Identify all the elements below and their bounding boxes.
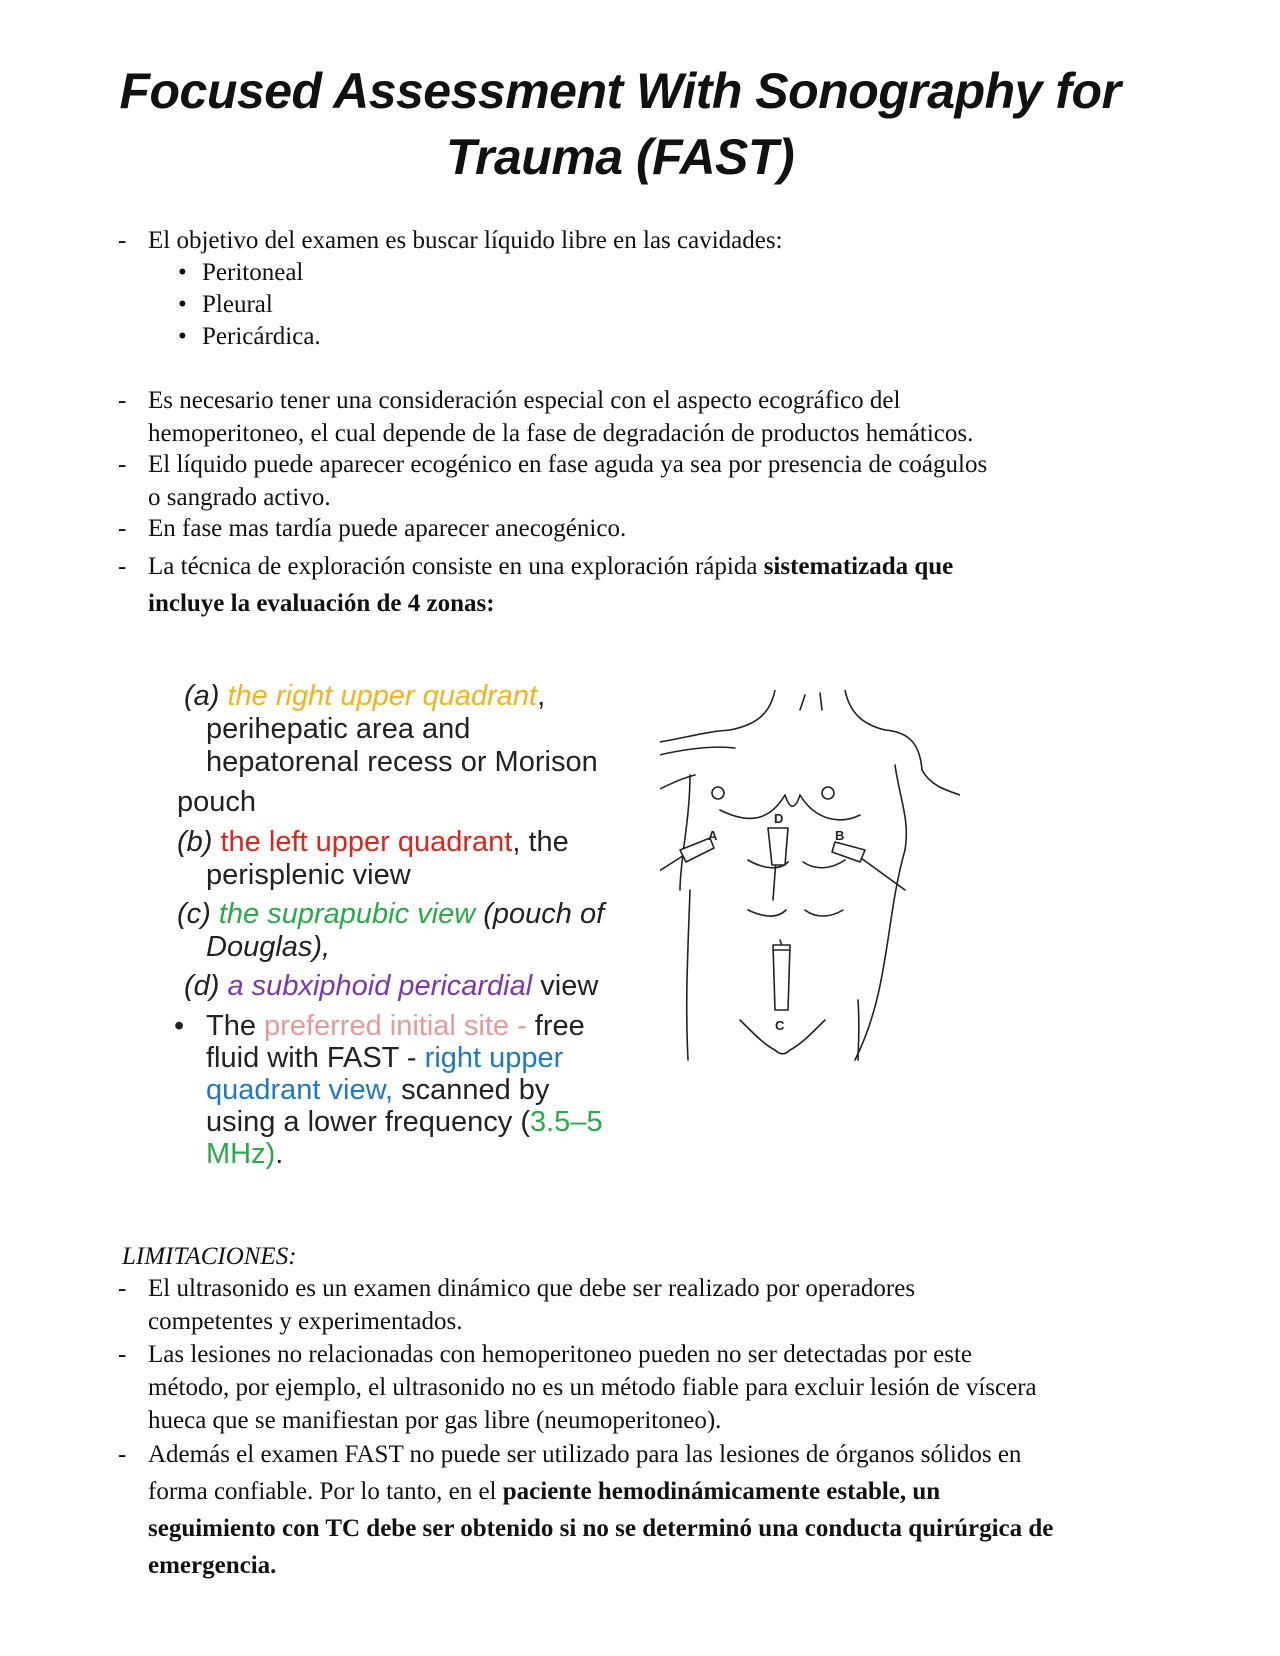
shoulder-left-inner — [660, 747, 735, 760]
point-line: En fase mas tardía puede aparecer anecogénico. — [148, 515, 627, 542]
ab-line — [748, 910, 786, 916]
zone-b: (b) the left upper quadrant, the — [177, 826, 569, 858]
limitation-line: Las lesiones no relacionadas con hemoperitoneo pueden no ser detectadas por este — [148, 1341, 972, 1368]
title-line-2: Trauma (FAST) — [445, 129, 795, 185]
diagram-label-c: C — [775, 1018, 785, 1033]
zone-a: (a) the right upper quadrant, — [184, 680, 546, 712]
groin-right — [790, 1020, 825, 1050]
side-left-lower — [687, 890, 690, 1060]
zone-c: (c) the suprapubic view (pouch of — [177, 898, 605, 930]
point-line: o sangrado activo. — [148, 484, 331, 511]
limitation-line: Además el examen FAST no puede ser utilizado para las lesiones de órganos sólidos en — [148, 1441, 1022, 1468]
shoulder-left — [660, 730, 730, 745]
bullet-dash: - — [118, 1341, 127, 1368]
probe-body — [773, 945, 790, 1010]
limitation-bold: paciente hemodinámicamente estable — [502, 1478, 900, 1505]
bullet-dash: - — [118, 451, 127, 478]
bullet-dash: - — [118, 227, 127, 254]
preferred-site-line: The preferred initial site - free — [206, 1010, 585, 1042]
neck-line-right — [845, 690, 885, 730]
torso-probe-diagram — [660, 690, 960, 1130]
point-bold: sistematizada que — [763, 553, 954, 580]
ab-line — [803, 860, 845, 868]
limitation-bold: emergencia. — [148, 1552, 277, 1579]
point-text — [148, 548, 953, 622]
limitation-line: forma confiable. Por lo tanto, en el — [148, 1478, 503, 1505]
pubic-line — [775, 1050, 790, 1054]
neck-line — [800, 695, 805, 710]
neck-line-left — [730, 690, 775, 730]
bullet-dash: - — [118, 1441, 127, 1468]
probe-c — [773, 940, 790, 1010]
objective-item — [118, 224, 1198, 258]
zone-d: (d) a subxiphoid pericardial view — [184, 970, 599, 1002]
arm-right — [922, 770, 960, 795]
limitation-line: competentes y experimentados. — [148, 1308, 463, 1335]
cavity-item — [178, 320, 321, 353]
limitation-line: método, por ejemplo, el ultrasonido no es un método fiable para excluir lesión de víscera — [148, 1374, 1037, 1401]
point-item — [118, 512, 1218, 546]
probe-body — [768, 828, 788, 865]
neck-line — [820, 693, 822, 710]
limitation-item — [118, 1272, 1218, 1342]
zone-a-line: hepatorenal recess or Morison — [206, 746, 598, 778]
diagram-label-d: D — [774, 811, 784, 826]
limitation-text — [148, 1436, 1053, 1584]
diagram-label-b: B — [835, 828, 845, 843]
ab-line — [805, 910, 843, 916]
point-bold: incluye la evaluación de 4 zonas: — [148, 590, 495, 617]
bullet-dash: - — [118, 387, 127, 414]
limitation-line: hueca que se manifiestan por gas libre (neumoperitoneo). — [148, 1407, 722, 1434]
cavity-item — [178, 256, 303, 289]
probe-b — [832, 842, 905, 890]
shoulder-right — [885, 730, 922, 770]
cavity-item — [178, 288, 273, 321]
bullet-dash: - — [118, 553, 127, 580]
zone-b-line: perisplenic view — [206, 859, 411, 891]
title-line-1: Focused Assessment With Sonography for — [119, 63, 1121, 119]
point-text — [148, 384, 973, 450]
limitation-item — [118, 1338, 1248, 1442]
point-text — [148, 448, 987, 514]
point-item — [118, 548, 1218, 624]
groin-left — [740, 1020, 775, 1050]
list-dot: • — [178, 259, 187, 286]
figure-bullet: • — [174, 1010, 185, 1042]
side-right-upper — [895, 765, 906, 850]
preferred-site-line: fluid with FAST - right upper — [206, 1042, 564, 1074]
probe-d — [768, 828, 788, 900]
cavity-text: Pericárdica. — [202, 323, 321, 350]
preferred-site-line: quadrant view, scanned by — [206, 1074, 550, 1106]
nipple-left — [712, 787, 724, 799]
limitation-text — [148, 1338, 1037, 1437]
limitations-heading: LIMITACIONES: — [122, 1243, 297, 1270]
nipple-right — [822, 787, 834, 799]
zone-c-line: Douglas), — [206, 931, 331, 963]
bullet-dash: - — [118, 1275, 127, 1302]
preferred-site-line: using a lower frequency (3.5–5 — [206, 1106, 603, 1138]
point-line: El líquido puede aparecer ecogénico en fase aguda ya sea por presencia de coágulos — [148, 451, 988, 478]
objective-text: El objetivo del examen es buscar líquido libre en las cavidades: — [148, 227, 783, 254]
point-line: Es necesario tener una consideración especial con el aspecto ecográfico del — [148, 387, 901, 414]
list-dot: • — [178, 291, 187, 318]
point-item — [118, 384, 1218, 454]
bullet-dash: - — [118, 515, 127, 542]
limitation-item — [118, 1436, 1248, 1596]
diagram-label-a: A — [708, 828, 718, 843]
point-line: La técnica de exploración consiste en una exploración rápida — [148, 553, 764, 580]
probe-body — [832, 842, 865, 862]
point-item — [118, 448, 1218, 518]
limitation-bold: , un — [899, 1478, 941, 1505]
point-line: hemoperitoneo, el cual depende de la fase de degradación de productos hemáticos. — [148, 420, 974, 447]
hip-right — [858, 1000, 859, 1060]
side-right-lower — [855, 850, 905, 1060]
preferred-site-line: MHz). — [206, 1138, 284, 1170]
zone-a-line: perihepatic area and — [206, 713, 471, 745]
limitation-bold: seguimiento con TC debe ser obtenido si no se determinó una conducta quirúrgica de — [148, 1515, 1054, 1542]
limitation-text — [148, 1272, 915, 1338]
probe-a — [660, 838, 714, 880]
zone-a-line: pouch — [177, 786, 257, 818]
cavity-text: Peritoneal — [202, 259, 304, 286]
cavity-text: Pleural — [202, 291, 273, 318]
point-text — [148, 512, 626, 545]
page-title — [60, 58, 1180, 190]
side-left-upper — [680, 775, 690, 890]
sternum-top — [785, 795, 800, 806]
list-dot: • — [178, 323, 187, 350]
limitation-line: El ultrasonido es un examen dinámico que debe ser realizado por operadores — [148, 1275, 916, 1302]
